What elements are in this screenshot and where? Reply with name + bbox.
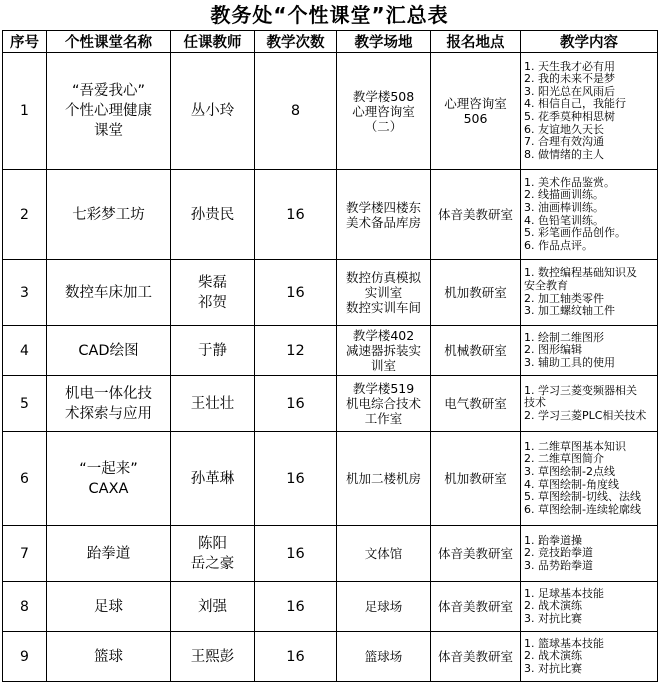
cell-teacher <box>171 170 255 260</box>
seq-number: 8 <box>20 598 29 615</box>
venue-line: 实训室 <box>364 285 403 300</box>
cell-teacher <box>171 432 255 526</box>
content-item: 5. 花季莫种相思树 <box>524 110 615 123</box>
registration-line: 机械教研室 <box>444 343 507 358</box>
content-item: 8. 做情绪的主人 <box>524 147 604 161</box>
content-item: 1. 足球基本技能 <box>524 586 604 600</box>
cell-seq <box>3 170 47 260</box>
content-item: 4. 草图绘制-角度线 <box>524 477 619 491</box>
table-row <box>3 326 658 376</box>
cell-registration <box>431 326 521 376</box>
teacher-name: 刘强 <box>198 598 227 615</box>
cell-registration <box>431 432 521 526</box>
content-item: 3. 对抗比赛 <box>524 611 582 625</box>
content-item: 2. 图形编辑 <box>524 343 582 357</box>
content-item: 6. 草图绘制-连续轮廓线 <box>524 502 641 516</box>
cell-course-name <box>47 376 171 432</box>
teacher-name: 于静 <box>198 342 227 359</box>
seq-number: 2 <box>20 206 29 223</box>
teacher-name: 孙革琳 <box>190 470 235 487</box>
cell-seq <box>3 526 47 582</box>
table-row <box>3 376 658 432</box>
table-row <box>3 632 658 682</box>
teaching-times-value: 16 <box>286 648 305 665</box>
content-item: 1. 二维草图基本知识 <box>524 439 626 453</box>
course-name-line: “一起来” <box>79 460 138 477</box>
cell-seq <box>3 326 47 376</box>
cell-venue <box>337 170 431 260</box>
seq-number: 4 <box>20 342 29 359</box>
header-course-name: 个性课堂名称 <box>47 31 171 53</box>
content-item: 1. 跆拳道操 <box>524 533 582 547</box>
cell-registration <box>431 376 521 432</box>
venue-line: 减速器拆装实 <box>345 343 421 358</box>
cell-venue <box>337 632 431 682</box>
content-item: 3. 阳光总在风雨后 <box>524 84 615 98</box>
header-registration: 报名地点 <box>431 31 521 53</box>
teacher-name: 王熙彭 <box>190 648 235 665</box>
content-item: 技术 <box>524 396 546 410</box>
content-item: 7. 合理有效沟通 <box>524 135 604 149</box>
venue-line: 机电综合技术 <box>345 396 421 411</box>
venue-line: 足球场 <box>364 599 403 614</box>
course-name-line: 术探索与应用 <box>65 405 152 422</box>
content-item: 2. 竞技跆拳道 <box>524 546 593 560</box>
content-item: 1. 天生我才必有用 <box>524 59 615 73</box>
content-item: 3. 辅助工具的使用 <box>524 355 615 369</box>
cell-seq <box>3 376 47 432</box>
cell-course-name <box>47 632 171 682</box>
course-name-line: CAD绘图 <box>78 342 139 359</box>
cell-content <box>521 632 658 682</box>
content-item: 1. 美术作品鉴赏。 <box>524 175 615 189</box>
header-venue: 教学场地 <box>337 31 431 53</box>
table-row <box>3 582 658 632</box>
registration-line: 体音美教研室 <box>437 207 513 222</box>
registration-line: 体音美教研室 <box>437 546 513 561</box>
page-title: 教务处“个性课堂”汇总表 <box>210 3 449 27</box>
cell-course-name <box>47 170 171 260</box>
cell-venue <box>337 432 431 526</box>
registration-line: 电气教研室 <box>444 396 507 411</box>
cell-seq <box>3 260 47 326</box>
content-item: 2. 战术演练 <box>524 649 582 663</box>
cell-teacher <box>171 326 255 376</box>
cell-registration <box>431 53 521 170</box>
teaching-times-value: 8 <box>290 103 301 119</box>
course-name-line: 七彩梦工坊 <box>72 206 145 223</box>
course-name-line: 个性心理健康 <box>65 103 152 119</box>
cell-teaching-times <box>255 632 337 682</box>
seq-number: 6 <box>20 470 29 487</box>
cell-venue <box>337 260 431 326</box>
teaching-times-value: 16 <box>286 598 305 615</box>
venue-line: 教学楼四楼东 <box>345 199 421 215</box>
teaching-times-value: 12 <box>286 342 305 359</box>
venue-line: 教学楼519 <box>352 381 415 396</box>
content-item: 1. 篮球基本技能 <box>524 636 604 650</box>
registration-line: 机加教研室 <box>444 471 507 486</box>
course-name-line: 机电一体化技 <box>65 385 152 402</box>
venue-line: 数控实训车间 <box>345 300 421 315</box>
header-seq: 序号 <box>3 31 47 53</box>
table-row <box>3 53 658 170</box>
seq-number: 3 <box>20 284 29 301</box>
cell-content <box>521 582 658 632</box>
content-item: 1. 绘制二维图形 <box>524 330 604 344</box>
cell-venue <box>337 53 431 170</box>
cell-course-name <box>47 582 171 632</box>
venue-line: 篮球场 <box>364 649 403 664</box>
venue-line: 心理咨询室 <box>352 103 415 119</box>
cell-course-name <box>47 53 171 170</box>
content-item: 3. 油画棒训练。 <box>524 200 604 214</box>
content-item: 2. 我的未来不是梦 <box>524 72 615 86</box>
registration-line: 体音美教研室 <box>437 599 513 614</box>
table-row <box>3 432 658 526</box>
course-name-line: CAXA <box>88 480 129 497</box>
teaching-times-value: 16 <box>286 545 305 562</box>
venue-line: 美术备品库房 <box>345 214 421 230</box>
header-teacher: 任课教师 <box>171 31 255 53</box>
cell-venue <box>337 326 431 376</box>
venue-line: 机加二楼机房 <box>345 471 421 486</box>
registration-line: 心理咨询室 <box>444 96 507 111</box>
content-item: 安全教育 <box>524 278 568 292</box>
table-row <box>3 526 658 582</box>
cell-venue <box>337 582 431 632</box>
teacher-name: 孙贵民 <box>190 206 235 223</box>
cell-content <box>521 170 658 260</box>
cell-registration <box>431 526 521 582</box>
cell-course-name <box>47 432 171 526</box>
cell-seq <box>3 53 47 170</box>
venue-line: 教学楼402 <box>352 328 415 343</box>
content-item: 2. 学习三菱PLC相关技术 <box>524 408 647 422</box>
header-teaching-times: 教学次数 <box>255 31 337 53</box>
seq-number: 9 <box>20 648 29 665</box>
content-item: 5. 彩笔画作品创作。 <box>524 226 626 240</box>
table-row <box>3 170 658 260</box>
registration-line: 506 <box>463 111 488 126</box>
header-content: 教学内容 <box>521 31 658 53</box>
cell-content <box>521 53 658 170</box>
cell-teacher <box>171 376 255 432</box>
cell-content <box>521 326 658 376</box>
content-item: 5. 草图绘制-切线、法线 <box>524 490 641 504</box>
course-name-line: 课堂 <box>94 123 123 139</box>
cell-teaching-times <box>255 260 337 326</box>
seq-number: 5 <box>20 395 29 412</box>
cell-venue <box>337 376 431 432</box>
cell-teaching-times <box>255 526 337 582</box>
cell-teacher <box>171 53 255 170</box>
teacher-name: 陈阳 <box>198 535 227 552</box>
content-item: 4. 相信自己，我能行 <box>524 97 626 111</box>
cell-content <box>521 376 658 432</box>
teacher-name: 柴磊 <box>198 274 227 291</box>
content-item: 3. 加工螺纹轴工件 <box>524 304 615 318</box>
cell-content <box>521 260 658 326</box>
seq-number: 1 <box>20 103 29 119</box>
content-item: 3. 品势跆拳道 <box>524 558 593 572</box>
teacher-name: 丛小玲 <box>190 103 235 119</box>
content-item: 6. 作品点评。 <box>524 238 593 252</box>
teaching-times-value: 16 <box>286 284 305 301</box>
cell-registration <box>431 260 521 326</box>
content-item: 6. 友谊地久天长 <box>524 122 604 136</box>
venue-line: 文体馆 <box>364 546 403 561</box>
cell-teaching-times <box>255 582 337 632</box>
venue-line: 教学楼508 <box>352 88 415 104</box>
cell-course-name <box>47 526 171 582</box>
cell-seq <box>3 632 47 682</box>
teacher-name: 王壮壮 <box>190 395 235 412</box>
cell-teacher <box>171 526 255 582</box>
content-item: 2. 二维草图简介 <box>524 452 604 466</box>
cell-seq <box>3 582 47 632</box>
venue-line: 数控仿真模拟 <box>345 270 421 285</box>
venue-line: 工作室 <box>364 411 403 426</box>
cell-teacher <box>171 260 255 326</box>
course-name-line: 跆拳道 <box>86 545 131 562</box>
course-name-line: 篮球 <box>94 648 123 665</box>
cell-seq <box>3 432 47 526</box>
registration-line: 机加教研室 <box>444 285 507 300</box>
cell-teaching-times <box>255 376 337 432</box>
teaching-times-value: 16 <box>286 206 305 223</box>
table-row <box>3 260 658 326</box>
course-name-line: “吾爱我心” <box>71 83 146 99</box>
venue-line: （二） <box>364 118 403 134</box>
table-body <box>3 53 658 682</box>
course-name-line: 足球 <box>94 598 123 615</box>
cell-teaching-times <box>255 53 337 170</box>
course-summary-table <box>2 30 658 682</box>
table-header-row <box>3 31 658 53</box>
content-item: 1. 数控编程基础知识及 <box>524 266 637 280</box>
content-item: 2. 线描画训练。 <box>524 188 604 202</box>
registration-line: 体音美教研室 <box>437 649 513 664</box>
content-item: 2. 战术演练 <box>524 599 582 613</box>
teacher-name: 祁贺 <box>198 294 227 311</box>
cell-teaching-times <box>255 432 337 526</box>
cell-course-name <box>47 326 171 376</box>
cell-venue <box>337 526 431 582</box>
cell-teaching-times <box>255 170 337 260</box>
teaching-times-value: 16 <box>286 470 305 487</box>
cell-registration <box>431 582 521 632</box>
cell-teacher <box>171 582 255 632</box>
content-item: 3. 草图绘制-2点线 <box>524 464 615 478</box>
cell-teacher <box>171 632 255 682</box>
content-item: 1. 学习三菱变频器相关 <box>524 383 637 397</box>
content-item: 3. 对抗比赛 <box>524 661 582 675</box>
seq-number: 7 <box>20 545 29 562</box>
course-name-line: 数控车床加工 <box>65 284 152 301</box>
cell-registration <box>431 170 521 260</box>
content-item: 2. 加工轴类零件 <box>524 291 604 305</box>
cell-content <box>521 432 658 526</box>
cell-content <box>521 526 658 582</box>
venue-line: 训室 <box>370 358 396 373</box>
content-item: 4. 色铅笔训练。 <box>524 213 604 227</box>
cell-course-name <box>47 260 171 326</box>
teacher-name: 岳之豪 <box>190 555 235 572</box>
cell-registration <box>431 632 521 682</box>
teaching-times-value: 16 <box>286 395 305 412</box>
cell-teaching-times <box>255 326 337 376</box>
